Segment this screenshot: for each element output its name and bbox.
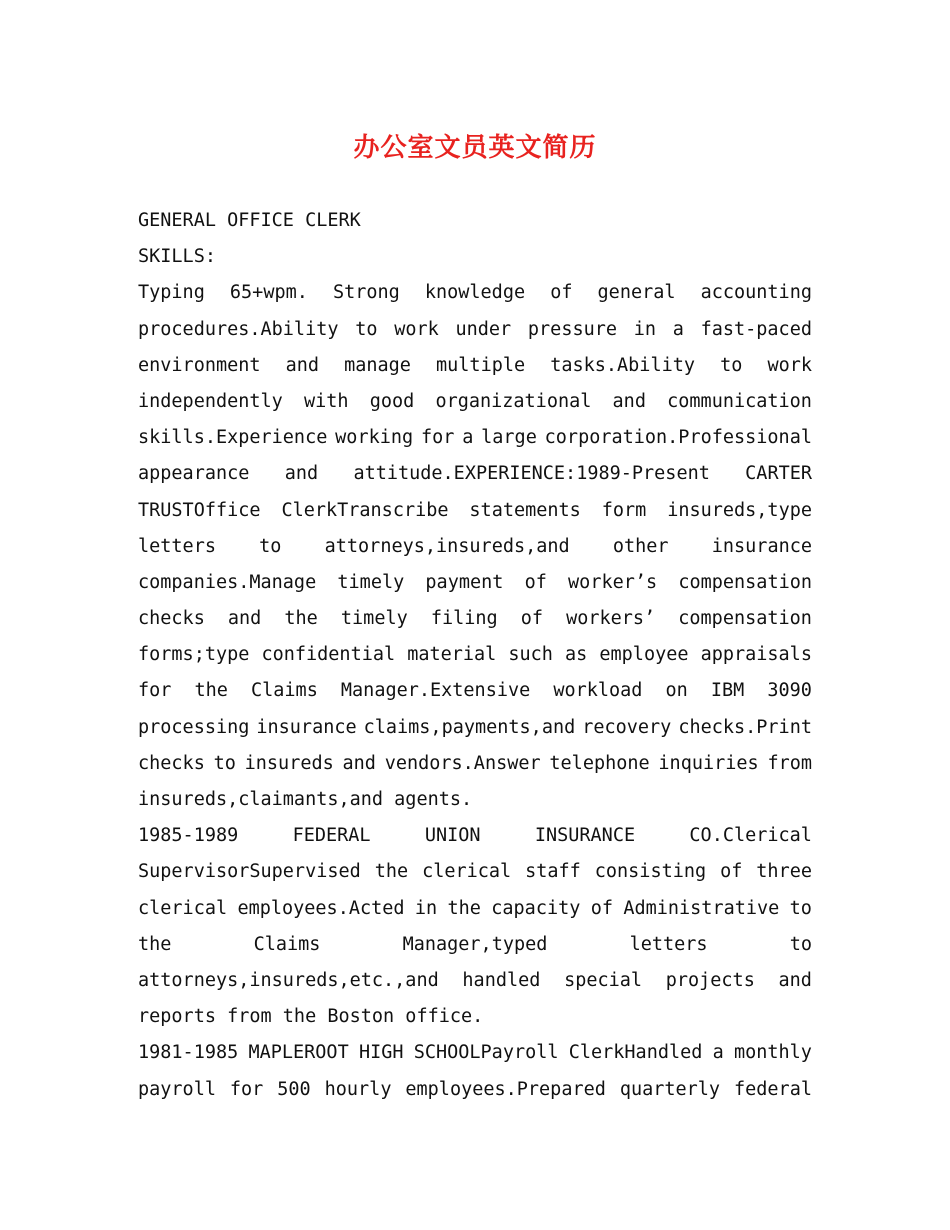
text-word: timely xyxy=(340,608,408,630)
text-word: on xyxy=(665,680,688,702)
text-word: insurance xyxy=(256,716,357,738)
text-word: multiple xyxy=(436,354,526,376)
text-word: insureds,type xyxy=(667,499,812,521)
text-word: vendors.Answer xyxy=(384,752,541,774)
text-word: independently xyxy=(138,390,283,412)
text-word: ClerkHandled xyxy=(568,1042,703,1064)
text-word: hourly xyxy=(324,1078,392,1100)
text-word: 3090 xyxy=(767,680,812,702)
text-word: the xyxy=(447,897,481,919)
text-word: IBM xyxy=(710,680,745,702)
text-word: payroll xyxy=(138,1078,216,1100)
text-line xyxy=(138,420,812,456)
text-word: the xyxy=(284,608,318,630)
text-word: checks xyxy=(138,608,205,630)
text-word: clerical xyxy=(422,861,512,883)
text-word: work xyxy=(767,354,812,376)
text-word: accounting xyxy=(700,282,812,304)
text-word: of xyxy=(720,861,743,883)
text-word: INSURANCE xyxy=(534,825,636,847)
text-word: filing xyxy=(430,608,498,630)
text-word: for xyxy=(229,1078,264,1100)
skills-label: SKILLS: xyxy=(138,246,216,268)
text-word: and xyxy=(342,752,376,774)
resume-heading: GENERAL OFFICE CLERK xyxy=(138,210,361,231)
text-word: clerical xyxy=(138,897,228,919)
text-word: timely xyxy=(337,571,405,593)
text-word: fast-paced xyxy=(700,318,812,340)
text-word: manage xyxy=(344,354,411,376)
text-word: to xyxy=(789,897,812,919)
text-word: workload xyxy=(553,680,643,702)
text-line xyxy=(138,818,812,854)
text-line xyxy=(138,565,812,601)
text-word: Claims xyxy=(251,680,318,702)
text-word: large xyxy=(481,427,537,449)
text-word: Typing xyxy=(138,282,205,304)
text-word: ClerkTranscribe xyxy=(281,499,449,521)
text-word: of xyxy=(550,282,573,304)
text-word: of xyxy=(524,571,547,593)
text-word: other xyxy=(612,535,669,557)
text-word: SupervisorSupervised xyxy=(138,861,361,883)
text-word: for xyxy=(138,680,172,702)
text-word: Manager,typed xyxy=(402,933,548,955)
text-word: and xyxy=(227,608,262,630)
text-word: the xyxy=(374,861,409,883)
text-word: processing xyxy=(138,716,250,738)
text-word: pressure xyxy=(527,318,618,340)
text-line: reports from the Boston office. xyxy=(138,1006,484,1028)
text-word: SCHOOLPayroll xyxy=(413,1042,559,1064)
text-line xyxy=(138,963,812,999)
text-word: as xyxy=(565,644,588,666)
text-word: to xyxy=(355,318,378,340)
text-word: corporation.Professional xyxy=(544,427,812,449)
text-word: attorneys,insureds,etc.,and xyxy=(138,969,439,991)
text-word: a xyxy=(712,1042,724,1064)
text-word: employees.Acted xyxy=(237,897,405,919)
text-word: Claims xyxy=(253,933,321,955)
text-word: employee xyxy=(599,644,689,666)
text-word: CARTER xyxy=(745,463,812,485)
text-line xyxy=(138,746,812,782)
text-line xyxy=(138,927,812,963)
text-word: forms;type xyxy=(138,644,250,666)
document-title: 办公室文员英文简历 xyxy=(353,133,597,163)
text-word: employees.Prepared xyxy=(405,1078,606,1100)
text-word: in xyxy=(633,318,657,340)
text-word: Administrative xyxy=(623,897,780,919)
text-word: inquiries xyxy=(658,752,759,774)
text-word: work xyxy=(394,318,439,340)
text-line xyxy=(138,637,812,673)
text-word: letters xyxy=(138,535,216,557)
text-word: checks xyxy=(138,752,205,774)
text-word: with xyxy=(303,390,349,412)
text-word: and xyxy=(284,463,319,485)
resume-body xyxy=(138,203,812,1108)
text-word: form xyxy=(601,499,647,521)
text-word: and xyxy=(285,354,320,376)
text-line xyxy=(138,529,812,565)
text-word: 1985-1989 xyxy=(138,825,239,847)
text-word: 500 xyxy=(277,1078,311,1100)
text-line xyxy=(138,456,812,492)
text-line xyxy=(138,1072,812,1108)
text-word: from xyxy=(767,752,812,774)
text-word: to xyxy=(259,535,282,557)
text-word: HIGH xyxy=(358,1042,404,1064)
text-word: attitude.EXPERIENCE:1989-Present xyxy=(353,463,710,485)
text-word: staff xyxy=(525,861,581,883)
text-word: recovery xyxy=(582,716,672,738)
text-line xyxy=(138,312,812,348)
text-word: MAPLEROOT xyxy=(248,1042,349,1064)
text-word: capacity xyxy=(491,897,581,919)
text-word: skills.Experience xyxy=(138,427,328,449)
text-word: attorneys,insureds,and xyxy=(324,535,570,557)
text-word: and xyxy=(612,390,646,412)
text-line xyxy=(138,275,812,311)
text-word: letters xyxy=(629,933,708,955)
text-word: of xyxy=(520,608,543,630)
text-word: such xyxy=(508,644,553,666)
text-word: CO.Clerical xyxy=(689,825,812,847)
text-word: statements xyxy=(469,499,581,521)
text-word: claims,payments,and xyxy=(363,716,576,738)
text-word: knowledge xyxy=(424,282,526,304)
text-word: to xyxy=(720,354,743,376)
text-word: telephone xyxy=(549,752,650,774)
text-word: worker’s xyxy=(568,571,658,593)
text-word: a xyxy=(672,318,684,340)
text-word: compensation xyxy=(678,608,812,630)
text-word: general xyxy=(597,282,676,304)
text-word: consisting xyxy=(594,861,707,883)
text-line xyxy=(138,493,812,529)
text-word: and xyxy=(778,969,812,991)
text-line: insureds,claimants,and agents. xyxy=(138,789,473,810)
text-word: communication xyxy=(667,390,812,412)
text-word: good xyxy=(369,390,415,412)
text-word: in xyxy=(414,897,438,919)
text-word: FEDERAL xyxy=(292,825,371,847)
text-line xyxy=(138,673,812,709)
text-word: TRUSTOffice xyxy=(138,499,261,521)
text-word: Strong xyxy=(332,282,400,304)
text-word: confidential xyxy=(261,644,396,666)
text-word: 1981-1985 xyxy=(138,1042,239,1064)
text-word: to xyxy=(789,933,812,955)
text-word: to xyxy=(213,752,236,774)
text-word: insurance xyxy=(711,535,812,557)
text-word: environment xyxy=(138,354,261,376)
text-line xyxy=(138,601,812,637)
text-line xyxy=(138,384,812,420)
text-word: tasks.Ability xyxy=(550,354,695,376)
text-word: under xyxy=(455,318,512,340)
text-line xyxy=(138,854,812,890)
text-word: Manager.Extensive xyxy=(340,680,531,702)
text-word: material xyxy=(407,644,497,666)
text-word: a xyxy=(462,427,474,449)
text-word: projects xyxy=(665,969,755,991)
text-word: appraisals xyxy=(700,644,812,666)
text-word: federal xyxy=(734,1078,812,1100)
text-word: quarterly xyxy=(619,1078,721,1100)
text-word: of xyxy=(590,897,613,919)
text-word: special xyxy=(564,969,643,991)
text-word: companies.Manage xyxy=(138,571,317,593)
text-word: UNION xyxy=(424,825,481,847)
body-lines xyxy=(138,275,812,1107)
text-word: compensation xyxy=(678,571,812,593)
text-word: appearance xyxy=(138,463,250,485)
text-line xyxy=(138,710,812,746)
text-word: monthly xyxy=(733,1042,812,1064)
text-line xyxy=(138,348,812,384)
text-line xyxy=(138,891,812,927)
text-word: the xyxy=(194,680,228,702)
text-word: organizational xyxy=(435,390,592,412)
text-word: working xyxy=(335,427,414,449)
text-word: for xyxy=(420,427,455,449)
text-line xyxy=(138,1035,812,1071)
text-word: 65+wpm. xyxy=(229,282,308,304)
text-word: procedures.Ability xyxy=(138,318,339,340)
text-word: three xyxy=(756,861,812,883)
text-word: the xyxy=(138,933,172,955)
text-word: payment xyxy=(425,571,504,593)
text-word: handled xyxy=(462,969,541,991)
text-word: insureds xyxy=(244,752,334,774)
text-word: workers’ xyxy=(566,608,656,630)
text-word: checks.Print xyxy=(678,716,812,738)
